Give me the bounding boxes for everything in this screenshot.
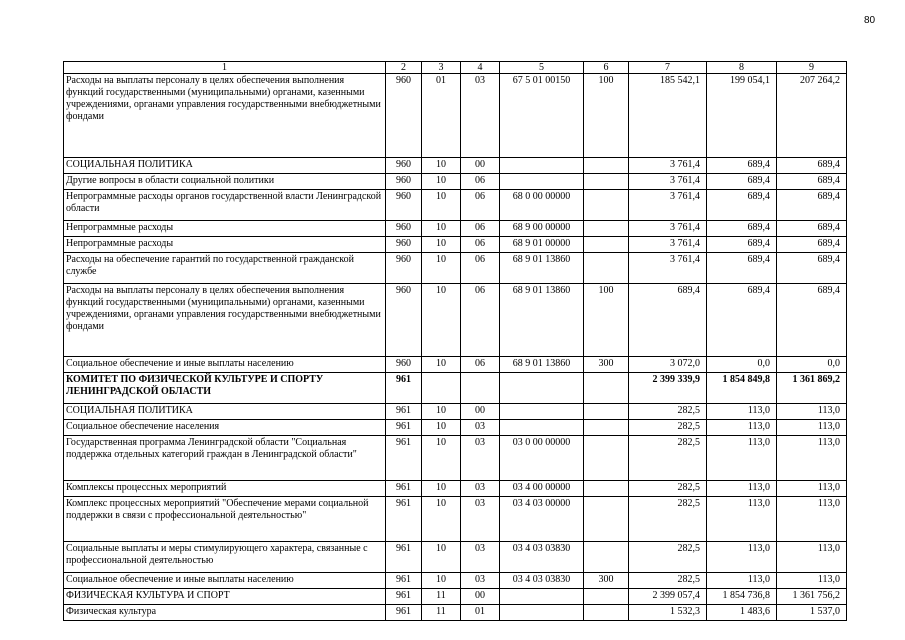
target-article-cell	[500, 605, 584, 621]
amount-year1-cell: 689,4	[629, 284, 707, 357]
ministry-code-cell: 960	[386, 253, 422, 284]
item-name-cell: Социальное обеспечение населения	[64, 420, 386, 436]
item-name-cell: Социальное обеспечение и иные выплаты населению	[64, 573, 386, 589]
section-code-cell: 10	[422, 357, 461, 373]
expense-type-cell	[584, 190, 629, 221]
subsection-code-cell: 03	[461, 420, 500, 436]
section-code-cell: 10	[422, 284, 461, 357]
amount-year3-cell: 113,0	[777, 420, 847, 436]
table-row	[64, 221, 847, 237]
ministry-code-cell: 961	[386, 589, 422, 605]
table-row	[64, 605, 847, 621]
section-code-cell: 10	[422, 190, 461, 221]
ministry-code-cell: 960	[386, 357, 422, 373]
budget-table	[63, 61, 847, 621]
amount-year3-cell: 689,4	[777, 174, 847, 190]
target-article-cell	[500, 174, 584, 190]
target-article-cell: 68 9 01 00000	[500, 237, 584, 253]
subsection-code-cell: 03	[461, 74, 500, 158]
expense-type-cell: 100	[584, 74, 629, 158]
amount-year3-cell: 113,0	[777, 436, 847, 481]
expense-type-cell	[584, 589, 629, 605]
header-cell: 8	[707, 62, 777, 74]
table-body	[64, 74, 847, 621]
header-row	[64, 62, 847, 74]
amount-year3-cell: 113,0	[777, 542, 847, 573]
amount-year2-cell: 689,4	[707, 284, 777, 357]
amount-year2-cell: 113,0	[707, 481, 777, 497]
ministry-code-cell: 961	[386, 481, 422, 497]
target-article-cell	[500, 158, 584, 174]
table-row	[64, 573, 847, 589]
subsection-code-cell: 06	[461, 284, 500, 357]
table-row	[64, 589, 847, 605]
table-row	[64, 542, 847, 573]
table-row	[64, 237, 847, 253]
table-row	[64, 436, 847, 481]
ministry-code-cell: 960	[386, 190, 422, 221]
subsection-code-cell: 03	[461, 542, 500, 573]
amount-year2-cell: 689,4	[707, 158, 777, 174]
amount-year2-cell: 689,4	[707, 237, 777, 253]
target-article-cell	[500, 589, 584, 605]
amount-year1-cell: 185 542,1	[629, 74, 707, 158]
expense-type-cell	[584, 481, 629, 497]
amount-year1-cell: 282,5	[629, 436, 707, 481]
amount-year2-cell: 689,4	[707, 253, 777, 284]
amount-year2-cell: 113,0	[707, 542, 777, 573]
ministry-code-cell: 960	[386, 158, 422, 174]
table-row	[64, 190, 847, 221]
expense-type-cell	[584, 605, 629, 621]
section-code-cell: 10	[422, 174, 461, 190]
amount-year1-cell: 3 761,4	[629, 221, 707, 237]
item-name-cell: Непрограммные расходы органов государственной власти Ленинградской области	[64, 190, 386, 221]
section-code-cell: 10	[422, 542, 461, 573]
ministry-code-cell: 961	[386, 373, 422, 404]
ministry-code-cell: 960	[386, 74, 422, 158]
amount-year1-cell: 3 761,4	[629, 158, 707, 174]
subsection-code-cell: 00	[461, 158, 500, 174]
amount-year3-cell: 1 361 869,2	[777, 373, 847, 404]
ministry-code-cell: 960	[386, 237, 422, 253]
item-name-cell: Расходы на выплаты персоналу в целях обеспечения выполнения функций государственными (муниципальными) органами, казенными учреждениями, органами управления государственными внебюджетными фондами	[64, 74, 386, 158]
amount-year3-cell: 689,4	[777, 158, 847, 174]
amount-year3-cell: 0,0	[777, 357, 847, 373]
amount-year1-cell: 3 072,0	[629, 357, 707, 373]
target-article-cell: 68 0 00 00000	[500, 190, 584, 221]
page-number: 80	[864, 15, 876, 26]
amount-year3-cell: 113,0	[777, 573, 847, 589]
amount-year3-cell: 689,4	[777, 284, 847, 357]
header-cell: 1	[64, 62, 386, 74]
ministry-code-cell: 961	[386, 542, 422, 573]
target-article-cell: 03 4 03 03830	[500, 573, 584, 589]
header-cell: 4	[461, 62, 500, 74]
item-name-cell: Непрограммные расходы	[64, 221, 386, 237]
amount-year1-cell: 3 761,4	[629, 253, 707, 284]
section-code-cell: 10	[422, 573, 461, 589]
amount-year1-cell: 282,5	[629, 420, 707, 436]
ministry-code-cell: 961	[386, 497, 422, 542]
expense-type-cell	[584, 253, 629, 284]
amount-year2-cell: 199 054,1	[707, 74, 777, 158]
item-name-cell: Расходы на выплаты персоналу в целях обеспечения выполнения функций государственными (муниципальными) органами, казенными учреждениями, органами управления государственными внебюджетными фондами	[64, 284, 386, 357]
ministry-code-cell: 960	[386, 174, 422, 190]
header-cell: 6	[584, 62, 629, 74]
amount-year3-cell: 113,0	[777, 497, 847, 542]
section-code-cell: 10	[422, 221, 461, 237]
amount-year2-cell: 689,4	[707, 221, 777, 237]
header-cell: 7	[629, 62, 707, 74]
target-article-cell	[500, 420, 584, 436]
amount-year2-cell: 113,0	[707, 404, 777, 420]
amount-year3-cell: 1 361 756,2	[777, 589, 847, 605]
header-cell: 2	[386, 62, 422, 74]
item-name-cell: Непрограммные расходы	[64, 237, 386, 253]
target-article-cell: 67 5 01 00150	[500, 74, 584, 158]
item-name-cell: КОМИТЕТ ПО ФИЗИЧЕСКОЙ КУЛЬТУРЕ И СПОРТУ ЛЕНИНГРАДСКОЙ ОБЛАСТИ	[64, 373, 386, 404]
target-article-cell: 68 9 00 00000	[500, 221, 584, 237]
item-name-cell: Государственная программа Ленинградской области "Социальная поддержка отдельных категорий граждан в Ленинградской области"	[64, 436, 386, 481]
section-code-cell: 10	[422, 420, 461, 436]
item-name-cell: Расходы на обеспечение гарантий по государственной гражданской службе	[64, 253, 386, 284]
table-row	[64, 357, 847, 373]
section-code-cell: 10	[422, 436, 461, 481]
amount-year3-cell: 689,4	[777, 253, 847, 284]
table-row	[64, 420, 847, 436]
table-row	[64, 373, 847, 404]
amount-year1-cell: 282,5	[629, 497, 707, 542]
ministry-code-cell: 961	[386, 420, 422, 436]
amount-year3-cell: 113,0	[777, 404, 847, 420]
item-name-cell: Социальные выплаты и меры стимулирующего характера, связанные с профессиональной деятельностью	[64, 542, 386, 573]
amount-year2-cell: 1 854 736,8	[707, 589, 777, 605]
section-code-cell: 10	[422, 404, 461, 420]
expense-type-cell: 300	[584, 573, 629, 589]
subsection-code-cell: 06	[461, 357, 500, 373]
target-article-cell: 03 0 00 00000	[500, 436, 584, 481]
amount-year2-cell: 0,0	[707, 357, 777, 373]
item-name-cell: ФИЗИЧЕСКАЯ КУЛЬТУРА И СПОРТ	[64, 589, 386, 605]
amount-year1-cell: 2 399 057,4	[629, 589, 707, 605]
expense-type-cell	[584, 373, 629, 404]
amount-year1-cell: 282,5	[629, 481, 707, 497]
table-row	[64, 174, 847, 190]
amount-year1-cell: 3 761,4	[629, 237, 707, 253]
amount-year2-cell: 113,0	[707, 573, 777, 589]
expense-type-cell	[584, 174, 629, 190]
ministry-code-cell: 960	[386, 221, 422, 237]
section-code-cell: 10	[422, 253, 461, 284]
amount-year3-cell: 207 264,2	[777, 74, 847, 158]
item-name-cell: Физическая культура	[64, 605, 386, 621]
ministry-code-cell: 961	[386, 436, 422, 481]
subsection-code-cell: 06	[461, 190, 500, 221]
header-cell: 3	[422, 62, 461, 74]
amount-year1-cell: 3 761,4	[629, 190, 707, 221]
subsection-code-cell: 03	[461, 481, 500, 497]
target-article-cell	[500, 404, 584, 420]
subsection-code-cell: 06	[461, 174, 500, 190]
amount-year2-cell: 1 854 849,8	[707, 373, 777, 404]
section-code-cell: 11	[422, 589, 461, 605]
amount-year3-cell: 113,0	[777, 481, 847, 497]
expense-type-cell	[584, 542, 629, 573]
amount-year2-cell: 689,4	[707, 190, 777, 221]
ministry-code-cell: 961	[386, 404, 422, 420]
amount-year3-cell: 689,4	[777, 190, 847, 221]
amount-year1-cell: 1 532,3	[629, 605, 707, 621]
target-article-cell: 03 4 00 00000	[500, 481, 584, 497]
section-code-cell: 10	[422, 237, 461, 253]
item-name-cell: СОЦИАЛЬНАЯ ПОЛИТИКА	[64, 158, 386, 174]
expense-type-cell	[584, 221, 629, 237]
table-row	[64, 253, 847, 284]
table-row	[64, 158, 847, 174]
expense-type-cell	[584, 158, 629, 174]
target-article-cell: 03 4 03 03830	[500, 542, 584, 573]
amount-year1-cell: 3 761,4	[629, 174, 707, 190]
subsection-code-cell	[461, 373, 500, 404]
subsection-code-cell: 06	[461, 237, 500, 253]
ministry-code-cell: 960	[386, 284, 422, 357]
expense-type-cell: 100	[584, 284, 629, 357]
subsection-code-cell: 03	[461, 436, 500, 481]
amount-year3-cell: 689,4	[777, 237, 847, 253]
item-name-cell: Другие вопросы в области социальной политики	[64, 174, 386, 190]
expense-type-cell	[584, 404, 629, 420]
amount-year2-cell: 113,0	[707, 420, 777, 436]
item-name-cell: Социальное обеспечение и иные выплаты населению	[64, 357, 386, 373]
header-cell: 9	[777, 62, 847, 74]
expense-type-cell	[584, 436, 629, 481]
section-code-cell: 01	[422, 74, 461, 158]
item-name-cell: Комплекс процессных мероприятий "Обеспечение мерами социальной поддержки в связи с профессиональной деятельностью"	[64, 497, 386, 542]
amount-year1-cell: 282,5	[629, 573, 707, 589]
subsection-code-cell: 03	[461, 573, 500, 589]
ministry-code-cell: 961	[386, 573, 422, 589]
section-code-cell	[422, 373, 461, 404]
target-article-cell: 68 9 01 13860	[500, 253, 584, 284]
amount-year3-cell: 689,4	[777, 221, 847, 237]
amount-year1-cell: 282,5	[629, 404, 707, 420]
target-article-cell: 68 9 01 13860	[500, 357, 584, 373]
amount-year2-cell: 689,4	[707, 174, 777, 190]
table-row	[64, 497, 847, 542]
section-code-cell: 10	[422, 158, 461, 174]
table-row	[64, 404, 847, 420]
amount-year1-cell: 2 399 339,9	[629, 373, 707, 404]
amount-year2-cell: 113,0	[707, 436, 777, 481]
target-article-cell	[500, 373, 584, 404]
subsection-code-cell: 01	[461, 605, 500, 621]
subsection-code-cell: 03	[461, 497, 500, 542]
table-row	[64, 284, 847, 357]
subsection-code-cell: 06	[461, 221, 500, 237]
expense-type-cell	[584, 420, 629, 436]
table-row	[64, 481, 847, 497]
subsection-code-cell: 00	[461, 589, 500, 605]
target-article-cell: 03 4 03 00000	[500, 497, 584, 542]
amount-year1-cell: 282,5	[629, 542, 707, 573]
section-code-cell: 10	[422, 481, 461, 497]
section-code-cell: 10	[422, 497, 461, 542]
table-row	[64, 74, 847, 158]
subsection-code-cell: 06	[461, 253, 500, 284]
expense-type-cell: 300	[584, 357, 629, 373]
target-article-cell: 68 9 01 13860	[500, 284, 584, 357]
amount-year3-cell: 1 537,0	[777, 605, 847, 621]
section-code-cell: 11	[422, 605, 461, 621]
expense-type-cell	[584, 497, 629, 542]
item-name-cell: СОЦИАЛЬНАЯ ПОЛИТИКА	[64, 404, 386, 420]
ministry-code-cell: 961	[386, 605, 422, 621]
expense-type-cell	[584, 237, 629, 253]
subsection-code-cell: 00	[461, 404, 500, 420]
amount-year2-cell: 113,0	[707, 497, 777, 542]
item-name-cell: Комплексы процессных мероприятий	[64, 481, 386, 497]
header-cell: 5	[500, 62, 584, 74]
amount-year2-cell: 1 483,6	[707, 605, 777, 621]
